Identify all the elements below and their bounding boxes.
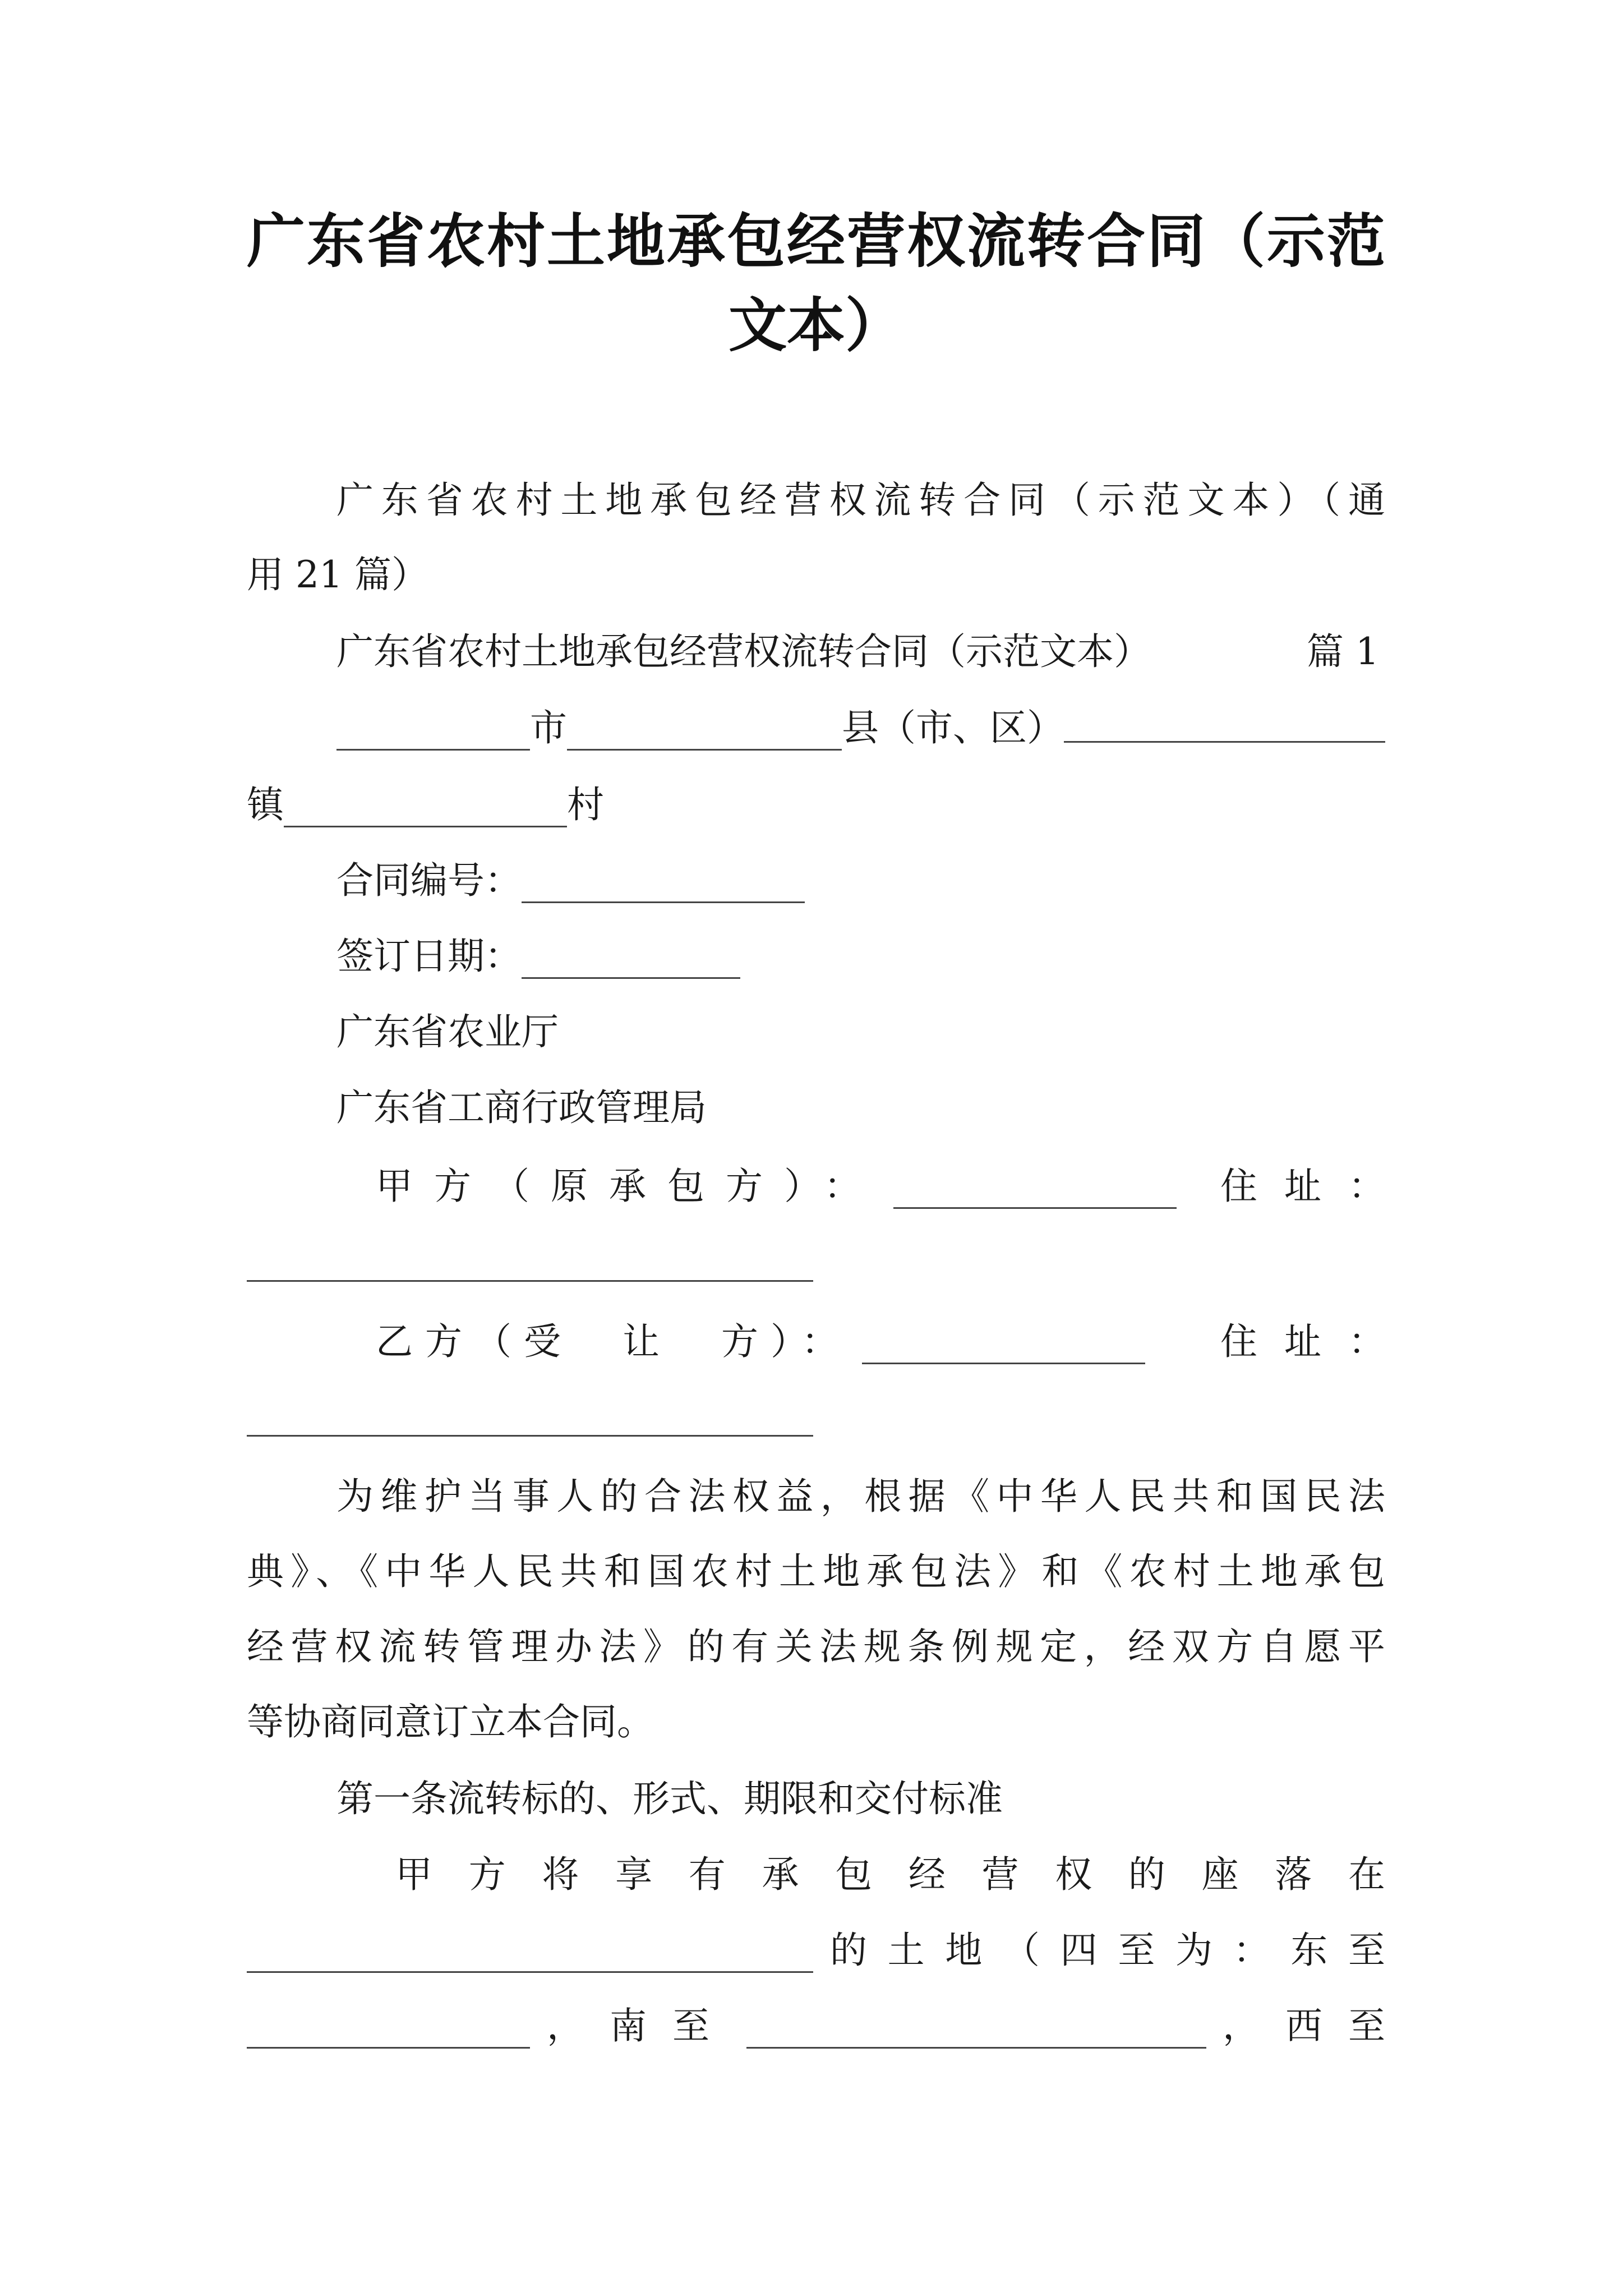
preamble-line-1: 为维护当事人的合法权益，根据《中华人民共和国民法 [336,1475,1385,1518]
west-label: ，西至 [1223,2004,1411,2047]
party-a-label: 甲方（原承包方）： [376,1165,882,1208]
party-a-row [376,1164,1412,1209]
intro-line-1: 广东省农村土地承包经营权流转合同（示范文本）（通 [336,478,1385,522]
party-a-address-field[interactable] [247,1280,813,1282]
party-b-row [376,1319,1412,1364]
contract-number-row [336,858,805,903]
village-blank[interactable] [284,794,567,827]
south-boundary-field[interactable] [746,2016,1206,2049]
sign-date-field[interactable] [522,946,740,979]
east-boundary-field[interactable] [247,2016,530,2049]
preamble-line-2: 典》、《中华人民共和国农村土地承包法》和《农村土地承包 [247,1550,1385,1593]
location-line-2 [247,783,604,827]
sign-date-row [336,934,740,979]
section-heading: 广东省农村土地承包经营权流转合同（示范文本） [336,630,1151,673]
document-title-line-1: 广东省农村土地承包经营权流转合同（示范 [247,207,1385,275]
article-1-line-1: 甲方将享有承包经营权的座落在 [395,1853,1385,1896]
article-1-line-2 [247,1928,1385,1973]
contract-number-field[interactable] [522,870,805,903]
party-b-address-label: 住址： [1220,1320,1412,1363]
land-location-field[interactable] [247,1940,813,1973]
city-blank[interactable] [336,717,530,751]
preamble-line-4: 等协商同意订立本合同。 [247,1700,654,1743]
location-line [336,706,1385,751]
party-b-name-field[interactable] [862,1331,1145,1364]
town-label: 镇 [247,783,284,826]
city-label: 市 [530,706,567,749]
sign-date-label: 签订日期： [336,935,522,978]
village-label: 村 [567,783,604,826]
land-boundary-text: 的土地（四至为：东至 [830,1929,1385,1972]
intro-line-2: 用 21 篇） [247,553,428,596]
contract-number-label: 合同编号： [336,859,522,902]
article-1-heading: 第一条流转标的、形式、期限和交付标准 [336,1777,1003,1820]
section-number: 篇 1 [1307,630,1379,673]
party-a-address-label: 住址： [1220,1165,1412,1208]
document-title-line-2: 文本） [728,291,903,360]
preamble-line-3: 经营权流转管理办法》的有关法规条例规定，经双方自愿平 [247,1625,1385,1668]
party-a-name-field[interactable] [893,1176,1177,1209]
south-label: ，南至 [547,2004,735,2047]
article-1-line-3 [247,2004,1411,2049]
party-b-label: 乙方（受 让 方）： [376,1320,851,1363]
issuer-1: 广东省农业厅 [336,1010,559,1053]
party-b-address-field[interactable] [247,1435,813,1437]
county-label: 县（市、区） [842,706,1064,749]
town-prefix-blank[interactable] [1064,710,1385,743]
county-blank[interactable] [567,717,842,751]
issuer-2: 广东省工商行政管理局 [336,1086,707,1129]
